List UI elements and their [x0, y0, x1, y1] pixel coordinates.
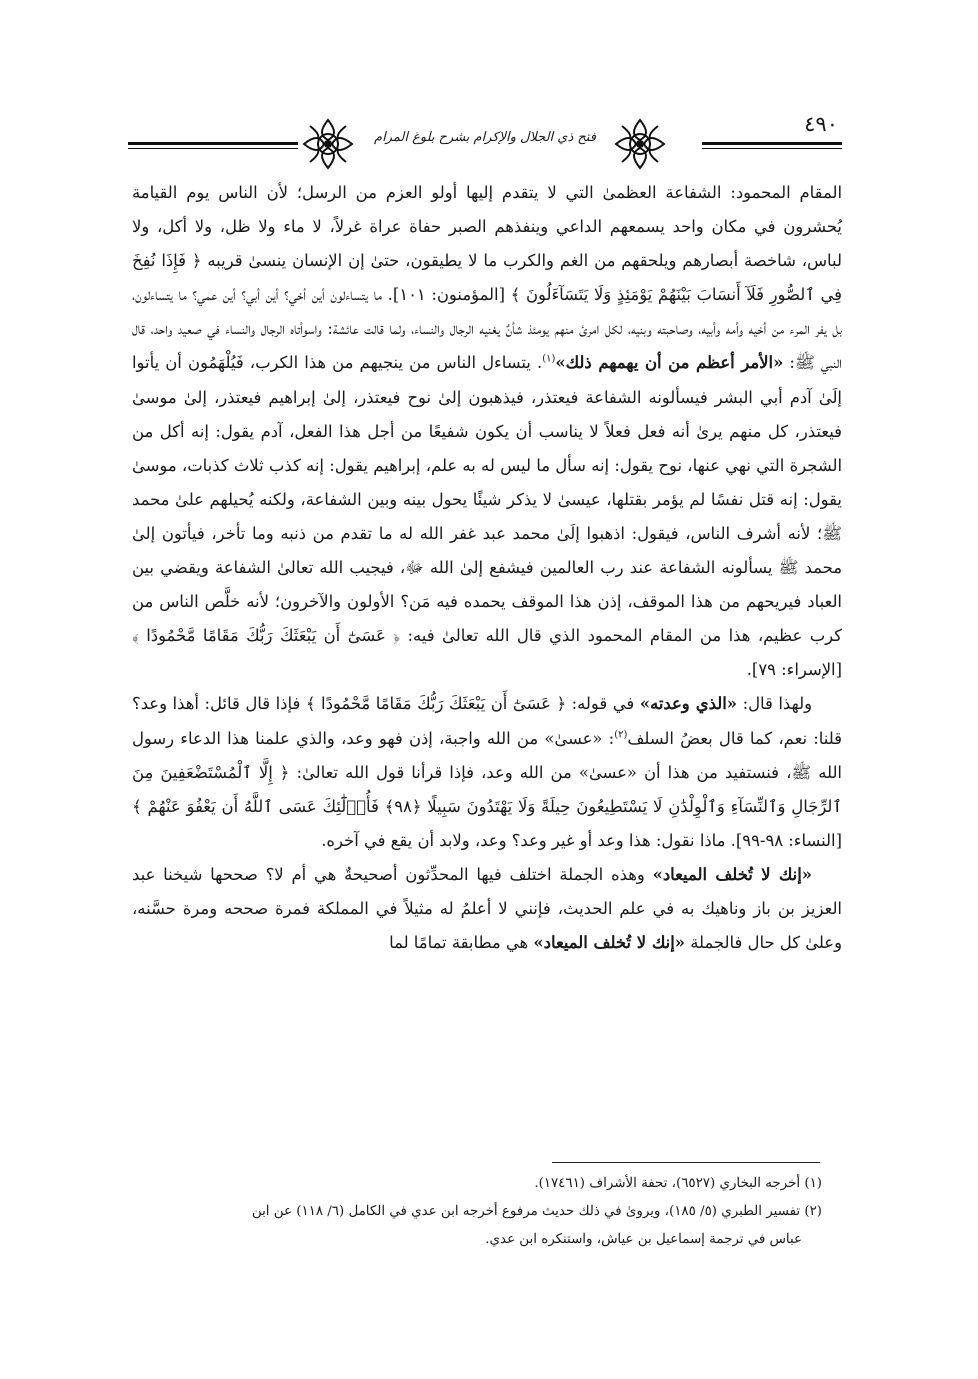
hadith-quote: «الأمر أعظم من أن يهمهم ذلك»	[555, 353, 784, 373]
p3-b: هي مطابقة تمامًا لما	[389, 933, 529, 953]
footnote-ref-2: (٢)	[614, 729, 628, 741]
p1-rest: . يتساءل الناس من ينجيهم من هذا الكرب، فَيُلْهَمُون أن يأتوا إلَىٰ آدم أبي البشر فيسألونه الشفاعة فيعتذر، فيذهبون إلىٰ نوح فيعتذر، إلىٰ إبراهيم فيعتذر، إلىٰ موسىٰ فيعتذر، كل منهم يرىٰ أنه فعل فعلاً لا يناسب أن يكون شفيعًا من أجل هذا الفعل، آدم يقول: إنه أكل من الشجرة التي نهي عنها، نوح يقول: إنه سأل ما ليس له به علم، إبراهيم يقول: إنه كذب ثلاث كذبات، موسىٰ يقول: إنه قتل نفسًا لم يؤمر بقتلها، عيسىٰ لا يذكر شيئًا يحول بينه وبين الشفاعة، ولكنه يُحيلهم علىٰ محمد ﷺ؛ لأنه أشرف الناس، فيقول: اذهبوا إلَىٰ محمد عبد غفر الله له ما تقدم من ذنبه وما تأخر، فيأتون إلىٰ محمد ﷺ يسألونه الشفاعة عند رب العالمين فيشفع إلىٰ الله ﷻ، فيجيب الله تعالىٰ الشفاعة ويقضي بين العباد فيريحهم من هذا الموقف، إذن هذا الموقف يحمده فيه مَن؟ الأولون والآخرون؛ لأنه خلَّص الناس من كرب عظيم، هذا من المقام المحمود الذي قال الله تعالىٰ فيه: ﴿ عَسَىٰٓ أَن يَبْعَثَكَ رَبُّكَ مَقَامًا مَّحْمُودًا ﴾ [الإسراء: ٧٩].	[132, 353, 842, 680]
footnote-2: (٢) تفسير الطبري (٥/ ١٨٥)، ويروىٰ في ذلك حديث مرفوع أخرجه ابن عدي في الكامل (٦/ ١١٨) عن ابن	[251, 1204, 822, 1219]
header-rule-left-thin	[128, 148, 298, 149]
main-text	[132, 176, 842, 960]
p3-a: وهذه الجملة اختلف فيها المحدِّثون أصحيحةٌ هي أم لا؟ صححها شيخنا عبد العزيز بن باز وناهيك به في علم الحديث، فإنني لا أعلمُ له مثيلاً في المملكة فمرة صححه ومرة حسَّنه، وعلىٰ كل حال فالجملة	[132, 864, 842, 953]
page-number: ٤٩٠	[804, 112, 838, 136]
floral-ornament-icon	[612, 116, 668, 172]
header-rule-left	[128, 142, 298, 145]
paragraph-3	[132, 858, 842, 960]
floral-ornament-icon	[300, 116, 356, 172]
p2-b: في قوله: ﴿ عَسَىٰٓ أَن يَبْعَثَكَ رَبُّكَ مَقَامًا مَّحْمُودًا ﴾ فإذا قال قائل: أهذا وعد؟ قلنا: نعم، كما قال بعضُ السلف	[132, 694, 842, 748]
quoted-phrase: «إنك لا تُخلف الميعاد»	[533, 933, 686, 953]
p2-a: ولهذا قال:	[742, 694, 812, 714]
footnotes	[132, 1170, 822, 1254]
quoted-phrase: «الذي وعدته»	[639, 694, 737, 714]
header-rule-right-thin	[702, 148, 842, 149]
paragraph-2	[132, 687, 842, 857]
quoted-phrase: «إنك لا تُخلف الميعاد»	[652, 864, 813, 884]
p2-c: : «عسىٰ» من الله واجبة، إذن فهو وعد، والذي علمنا هذا الدعاء رسول الله ﷺ، فنستفيد من هذا أن «عسىٰ» من الله وعد، فإذا قرأنا قول الله تعالىٰ: ﴿ إِلَّا ٱلْمُسْتَضْعَفِينَ مِنَ ٱلرِّجَالِ وَٱلنِّسَآءِ وَٱلْوِلْدَٰنِ لَا يَسْتَطِيعُونَ حِيلَةً وَلَا يَهْتَدُونَ سَبِيلًا ﴿٩٨﴾ فَأُو۟لَٰٓئِكَ عَسَى ٱللَّهُ أَن يَعْفُوَ عَنْهُمْ ﴾ [النساء: ٩٨-٩٩]. ماذا نقول: هذا وعد أو غير وعد؟ وعد، ولابد أن يقع في آخره.	[132, 728, 842, 850]
book-title: فتح ذي الجلال والإكرام بشرح بلوغ المرام	[374, 130, 596, 145]
paragraph-1	[132, 176, 842, 687]
footnote-divider	[552, 1162, 820, 1163]
header-rule-right	[702, 142, 842, 145]
running-header	[128, 112, 842, 176]
footnote-2-continued: عباس في ترجمة إسماعيل بن عياش، واستنكره ابن عدي.	[485, 1232, 802, 1247]
footnote-ref-1: (١)	[542, 354, 556, 365]
footnote-1: (١) أخرجه البخاري (٦٥٢٧)، تحفة الأشراف (١٧٤٦١).	[534, 1176, 822, 1191]
p1-text: المقام المحمود: الشفاعة العظمىٰ التي لا يتقدم إليها أولو العزم من الرسل؛ لأن الناس يوم القيامة يُحشرون في مكان واحد يسمعهم الداعي وينفذهم الصبر حفاة عراة غرلاً، لا ماء ولا ظل، ولا أكل، ولا لباس، شاخصة أبصارهم ويلحقهم من الغم والكرب ما لا يطيقون، حتىٰ إن الإنسان ينسىٰ قريبه ﴿ فَإِذَا نُفِخَ فِي ٱلصُّورِ فَلَآ أَنسَابَ بَيْنَهُمْ يَوْمَئِذٍ وَلَا يَتَسَآءَلُونَ ﴾ [المؤمنون: ١٠١]. ما يتساءلون أين أخي؟ أين أبي؟ أين عمي؟ ما يتساءلون، بل يفر المرء من أخيه وأمه وأبيه، وصاحبته وبنيه، لكل امرئ منهم يومئذ شأنٌ يغنيه الرجال والنساء، ولما قالت عائشة: واسوأتاه الرجال والنساء في صعيد واحد، قال النبي ﷺ:	[132, 183, 842, 373]
